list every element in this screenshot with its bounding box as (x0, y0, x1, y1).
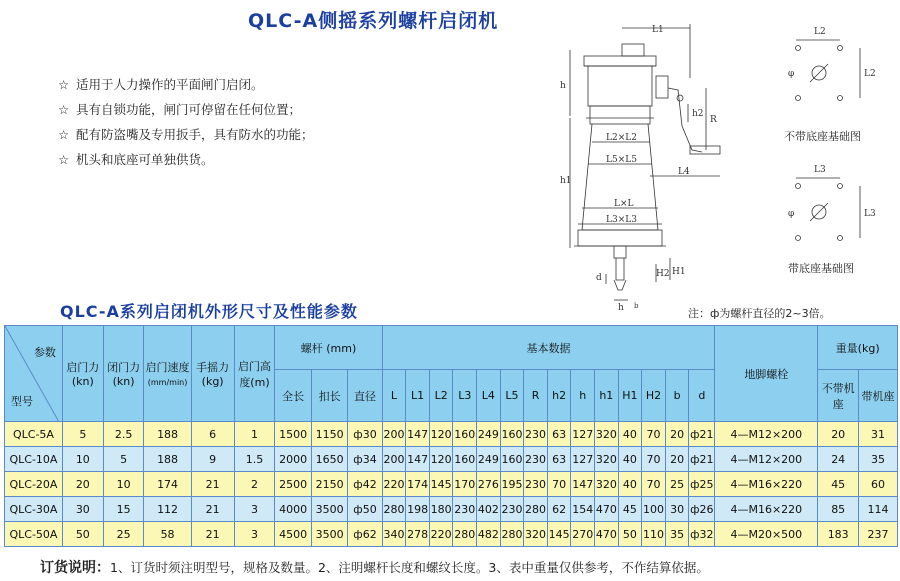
table-cell: 183 (818, 522, 859, 547)
svg-text:L×L: L×L (614, 199, 634, 209)
header-basic-group: 基本数据 (382, 326, 715, 370)
table-cell: 320 (524, 522, 548, 547)
table-cell: 230 (524, 447, 548, 472)
svg-text:L5×L5: L5×L5 (606, 155, 637, 165)
caption-with-base: 带底座基础图 (788, 262, 854, 275)
table-cell: 180 (429, 497, 453, 522)
table-cell: 15 (103, 497, 144, 522)
header-basic-13: d (689, 370, 715, 422)
table-cell: 340 (382, 522, 406, 547)
table-cell: 198 (406, 497, 430, 522)
table-cell: 280 (500, 522, 524, 547)
foundation-no-base (788, 27, 876, 101)
model-cell: QLC-10A (5, 447, 63, 472)
table-cell: 160 (500, 422, 524, 447)
spec-table (4, 325, 898, 547)
table-cell: 2500 (275, 472, 311, 497)
table-cell: 58 (144, 522, 191, 547)
svg-text:d: d (596, 273, 602, 283)
table-cell: ф30 (348, 422, 382, 447)
star-icon: ☆ (58, 102, 70, 117)
feature-item: ☆ 机头和底座可单独供货。 (58, 147, 314, 172)
model-cell: QLC-50A (5, 522, 63, 547)
star-icon: ☆ (58, 127, 70, 142)
table-cell: 220 (382, 472, 406, 497)
table-row (5, 422, 898, 447)
table-cell: 20 (62, 472, 103, 497)
header-basic-3: L3 (453, 370, 477, 422)
table-cell: 114 (859, 497, 898, 522)
table-cell: ф62 (348, 522, 382, 547)
svg-text:h1: h1 (560, 176, 572, 186)
table-cell: 85 (818, 497, 859, 522)
table-cell: 1650 (311, 447, 347, 472)
table-cell: 3500 (311, 522, 347, 547)
table-cell: 40 (618, 447, 642, 472)
header-screw-group: 螺杆 (mm) (275, 326, 382, 370)
header-height: 启门高度(m) (234, 326, 275, 422)
svg-text:b: b (634, 302, 639, 310)
table-cell: 249 (477, 422, 501, 447)
table-cell: 50 (62, 522, 103, 547)
table-cell: 21 (191, 522, 234, 547)
svg-text:L3: L3 (864, 209, 876, 219)
table-cell: 280 (524, 497, 548, 522)
svg-text:H2: H2 (656, 269, 670, 279)
svg-text:h: h (560, 81, 566, 91)
order-notes (40, 557, 709, 577)
table-cell: 3 (234, 497, 275, 522)
table-cell: 2.5 (103, 422, 144, 447)
svg-text:L3×L3: L3×L3 (606, 215, 637, 225)
header-basic-6: R (524, 370, 548, 422)
header-basic-4: L4 (477, 370, 501, 422)
header-basic-7: h2 (547, 370, 571, 422)
header-anchor: 地脚螺栓 (715, 326, 818, 422)
table-cell: 60 (859, 472, 898, 497)
header-weight-0: 不带机座 (818, 370, 859, 422)
header-basic-10: H1 (618, 370, 642, 422)
table-cell: 230 (524, 422, 548, 447)
table-cell: 21 (191, 472, 234, 497)
svg-text:H1: H1 (672, 267, 686, 277)
order-text: 1、订货时须注明型号，规格及数量。2、注明螺杆长度和螺纹长度。3、表中重量仅供参考，不作结算依据。 (110, 560, 709, 575)
table-cell: 45 (618, 497, 642, 522)
note: 注：ф为螺杆直径的2~3倍。 (688, 307, 831, 320)
table-cell: 147 (406, 422, 430, 447)
header-basic-1: L1 (406, 370, 430, 422)
table-cell: 35 (665, 522, 689, 547)
header-hand-force: 手摇力(kg) (191, 326, 234, 422)
svg-text:L1: L1 (652, 25, 664, 35)
table-cell: ф21 (689, 422, 715, 447)
table-cell: 270 (571, 522, 595, 547)
feature-item: ☆ 适用于人力操作的平面闸门启闭。 (58, 72, 314, 97)
technical-drawing (560, 18, 900, 313)
table-cell: 145 (429, 472, 453, 497)
table-cell: 147 (571, 472, 595, 497)
table-cell: 188 (144, 447, 191, 472)
table-cell: 280 (382, 497, 406, 522)
table-cell: 110 (642, 522, 666, 547)
table-row (5, 522, 898, 547)
svg-text:h: h (618, 303, 624, 313)
table-cell: 2000 (275, 447, 311, 472)
header-weight-group: 重量(kg) (818, 326, 898, 370)
table-cell: ф34 (348, 447, 382, 472)
table-cell: 127 (571, 447, 595, 472)
header-screw-1: 扣长 (311, 370, 347, 422)
svg-text:L4: L4 (678, 167, 690, 177)
table-cell: 4500 (275, 522, 311, 547)
table-cell: 482 (477, 522, 501, 547)
table-cell: 320 (595, 472, 619, 497)
table-cell: 4—M16×220 (715, 497, 818, 522)
table-cell: 147 (406, 447, 430, 472)
table-cell: 40 (618, 472, 642, 497)
table-cell: ф21 (689, 447, 715, 472)
table-cell: 40 (618, 422, 642, 447)
table-cell: 5 (103, 447, 144, 472)
table-cell: 188 (144, 422, 191, 447)
table-cell: 20 (818, 422, 859, 447)
section-title: QLC-A系列启闭机外形尺寸及性能参数 (60, 302, 358, 321)
table-cell: 160 (453, 447, 477, 472)
star-icon: ☆ (58, 77, 70, 92)
table-cell: 470 (595, 522, 619, 547)
svg-text:L3: L3 (814, 165, 826, 175)
table-cell: 280 (453, 522, 477, 547)
table-cell: 120 (429, 447, 453, 472)
svg-text:φ: φ (788, 209, 795, 219)
table-cell: 21 (191, 497, 234, 522)
table-cell: 120 (429, 422, 453, 447)
table-cell: 70 (642, 472, 666, 497)
header-basic-9: h1 (595, 370, 619, 422)
table-cell: 174 (406, 472, 430, 497)
feature-item: ☆ 配有防盗嘴及专用扳手，具有防水的功能； (58, 122, 314, 147)
table-cell: 3 (234, 522, 275, 547)
feature-item: ☆ 具有自锁功能，闸门可停留在任何位置； (58, 97, 314, 122)
order-label: 订货说明： (40, 560, 110, 576)
table-cell: 63 (547, 422, 571, 447)
table-cell: 195 (500, 472, 524, 497)
table-cell: 237 (859, 522, 898, 547)
table-cell: 30 (665, 497, 689, 522)
table-cell: 30 (62, 497, 103, 522)
table-cell: ф42 (348, 472, 382, 497)
table-cell: 3500 (311, 497, 347, 522)
table-cell: 278 (406, 522, 430, 547)
table-cell: 320 (595, 422, 619, 447)
table-cell: 230 (500, 497, 524, 522)
table-cell: 4—M12×200 (715, 447, 818, 472)
page-title: QLC-A侧摇系列螺杆启闭机 (248, 10, 499, 32)
table-cell: 170 (453, 472, 477, 497)
table-row (5, 497, 898, 522)
table-cell: 2 (234, 472, 275, 497)
table-cell: 160 (453, 422, 477, 447)
table-cell: 230 (524, 472, 548, 497)
table-cell: 20 (665, 447, 689, 472)
model-cell: QLC-20A (5, 472, 63, 497)
table-cell: 1150 (311, 422, 347, 447)
table-row (5, 472, 898, 497)
corner-header: 参数 型号 (5, 326, 63, 422)
table-cell: 63 (547, 447, 571, 472)
table-cell: 220 (429, 522, 453, 547)
table-cell: 112 (144, 497, 191, 522)
table-cell: 10 (103, 472, 144, 497)
header-speed: 启门速度 (mm/min) (144, 326, 191, 422)
drawing-labels (560, 25, 717, 313)
table-cell: 50 (618, 522, 642, 547)
table-cell: 9 (191, 447, 234, 472)
table-cell: 4000 (275, 497, 311, 522)
svg-text:L2: L2 (814, 27, 826, 37)
table-cell: 45 (818, 472, 859, 497)
table-cell: 62 (547, 497, 571, 522)
header-screw-2: 直径 (348, 370, 382, 422)
table-cell: 5 (62, 422, 103, 447)
table-cell: 1500 (275, 422, 311, 447)
header-basic-0: L (382, 370, 406, 422)
header-close-force: 闭门力(kn) (103, 326, 144, 422)
header-basic-12: b (665, 370, 689, 422)
header-basic-2: L2 (429, 370, 453, 422)
table-cell: 4—M20×500 (715, 522, 818, 547)
table-cell: 200 (382, 422, 406, 447)
table-cell: 25 (665, 472, 689, 497)
caption-no-base: 不带底座基础图 (784, 130, 861, 143)
header-basic-11: H2 (642, 370, 666, 422)
table-cell: 174 (144, 472, 191, 497)
table-cell: 1.5 (234, 447, 275, 472)
foundation-with-base (788, 165, 876, 241)
header-open-force: 启门力(kn) (62, 326, 103, 422)
svg-text:L2×L2: L2×L2 (606, 133, 637, 143)
table-cell: 276 (477, 472, 501, 497)
table-cell: 4—M12×200 (715, 422, 818, 447)
table-cell: 1 (234, 422, 275, 447)
table-cell: 24 (818, 447, 859, 472)
table-cell: 2150 (311, 472, 347, 497)
table-cell: 402 (477, 497, 501, 522)
table-cell: 160 (500, 447, 524, 472)
feature-list (58, 72, 314, 172)
table-cell: 20 (665, 422, 689, 447)
header-screw-0: 全长 (275, 370, 311, 422)
table-cell: 145 (547, 522, 571, 547)
table-cell: ф32 (689, 522, 715, 547)
svg-text:R: R (710, 115, 717, 125)
table-cell: 249 (477, 447, 501, 472)
table-cell: 70 (547, 472, 571, 497)
table-cell: 70 (642, 447, 666, 472)
table-cell: 31 (859, 422, 898, 447)
svg-text:h2: h2 (692, 109, 704, 119)
table-cell: 470 (595, 497, 619, 522)
svg-text:L2: L2 (864, 69, 876, 79)
model-cell: QLC-5A (5, 422, 63, 447)
table-cell: ф50 (348, 497, 382, 522)
table-cell: ф25 (689, 472, 715, 497)
header-basic-5: L5 (500, 370, 524, 422)
table-cell: 4—M16×220 (715, 472, 818, 497)
table-cell: 320 (595, 447, 619, 472)
header-basic-8: h (571, 370, 595, 422)
table-row (5, 447, 898, 472)
table-cell: ф26 (689, 497, 715, 522)
table-cell: 6 (191, 422, 234, 447)
star-icon: ☆ (58, 152, 70, 167)
table-cell: 10 (62, 447, 103, 472)
table-cell: 25 (103, 522, 144, 547)
table-cell: 230 (453, 497, 477, 522)
table-cell: 154 (571, 497, 595, 522)
table-cell: 70 (642, 422, 666, 447)
table-cell: 35 (859, 447, 898, 472)
header-weight-1: 带机座 (859, 370, 898, 422)
table-cell: 100 (642, 497, 666, 522)
table-cell: 200 (382, 447, 406, 472)
svg-text:φ: φ (788, 69, 795, 79)
model-cell: QLC-30A (5, 497, 63, 522)
table-cell: 127 (571, 422, 595, 447)
